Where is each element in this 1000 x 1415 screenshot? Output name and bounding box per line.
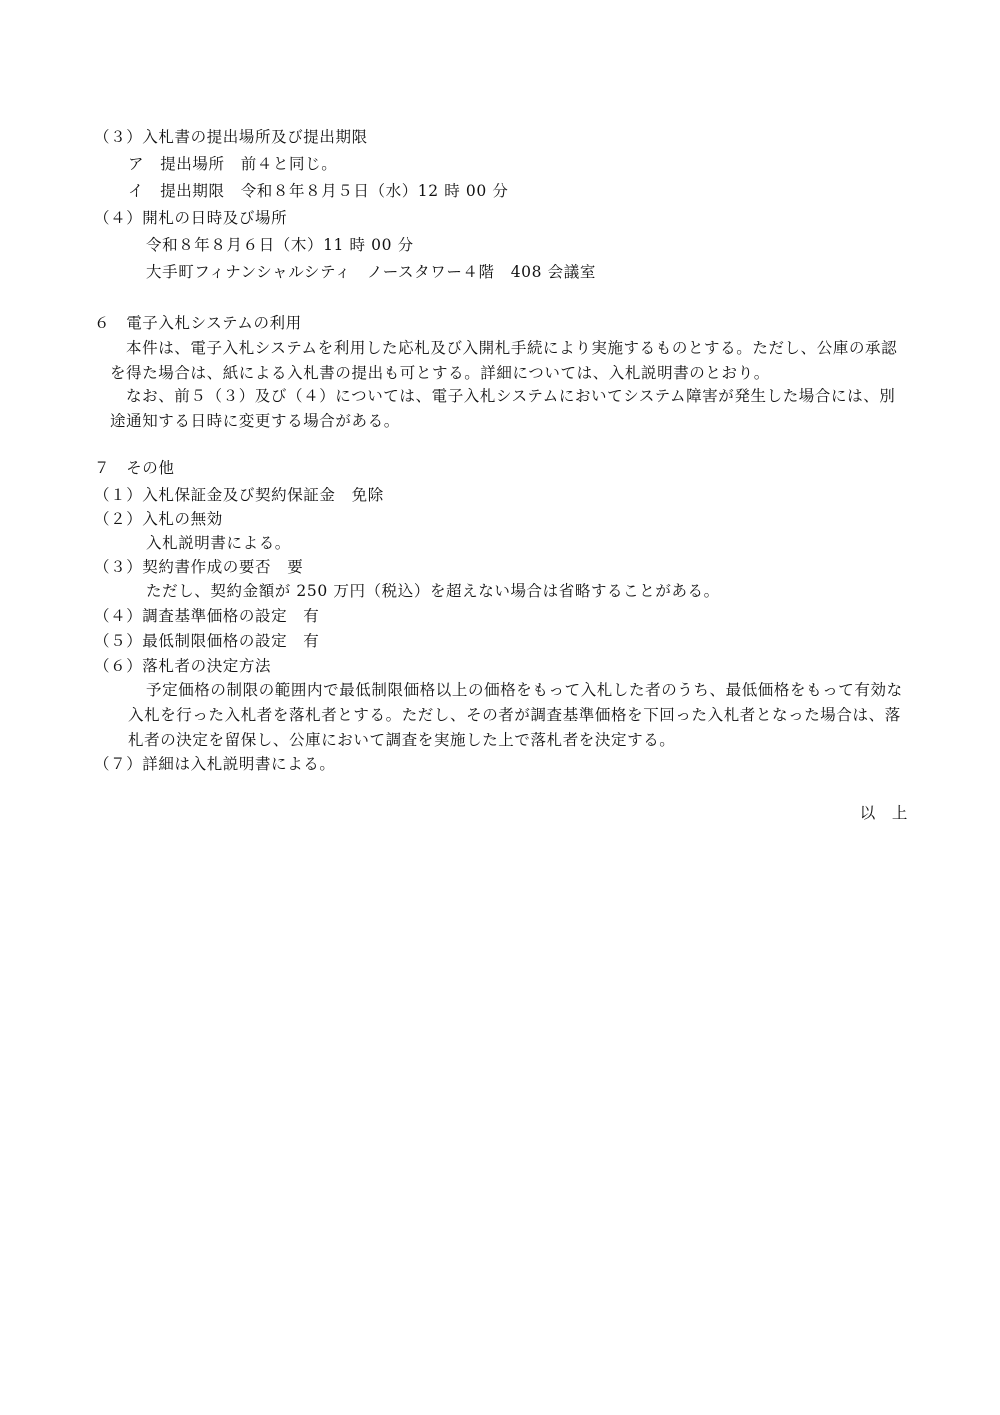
- section7-item2-body: 入札説明書による。: [146, 534, 291, 552]
- section5-item4-place: 大手町フィナンシャルシティ ノースタワー４階 408 会議室: [146, 263, 596, 281]
- section7-item7: （７）詳細は入札説明書による。: [94, 755, 336, 773]
- section7-item6-body: 予定価格の制限の範囲内で最低制限価格以上の価格をもって入札した者のうち、最低価格をもって有効な入札を行った入札者を落札者とする。ただし、その者が調査基準価格を下回った入札者となった場合は、落札者の決定を留保し、公庫において調査を実施した上で落札者を決定する。: [128, 681, 903, 749]
- section5-item3-heading: （３）入札書の提出場所及び提出期限: [94, 128, 368, 146]
- section7-item5: （５）最低制限価格の設定 有: [94, 632, 320, 650]
- section5-item4-heading: （４）開札の日時及び場所: [94, 209, 288, 227]
- section7-item2: （２）入札の無効: [94, 510, 223, 528]
- section7-item1: （１）入札保証金及び契約保証金 免除: [94, 486, 384, 504]
- section5-item3-place: ア 提出場所 前４と同じ。: [128, 155, 338, 173]
- section7-heading: ７ その他: [94, 459, 175, 477]
- closing-mark: 以 上: [859, 804, 908, 822]
- section7-item6: （６）落札者の決定方法: [94, 657, 272, 675]
- section5-item4-datetime: 令和８年８月６日（木）11 時 00 分: [146, 236, 414, 254]
- section6-heading: ６ 電子入札システムの利用: [94, 314, 302, 332]
- section5-item3-deadline: イ 提出期限 令和８年８月５日（水）12 時 00 分: [128, 182, 509, 200]
- section7-item3-body: ただし、契約金額が 250 万円（税込）を超えない場合は省略することがある。: [146, 582, 720, 600]
- section7-item4: （４）調査基準価格の設定 有: [94, 607, 320, 625]
- section6-paragraph-1: 本件は、電子入札システムを利用した応札及び入開札手続により実施するものとする。ただし、公庫の承認を得た場合は、紙による入札書の提出も可とする。詳細については、入札説明書のとおり。: [110, 339, 898, 382]
- section7-item3: （３）契約書作成の要否 要: [94, 558, 304, 576]
- section6-paragraph-2: なお、前５（３）及び（４）については、電子入札システムにおいてシステム障害が発生した場合には、別途通知する日時に変更する場合がある。: [110, 387, 896, 430]
